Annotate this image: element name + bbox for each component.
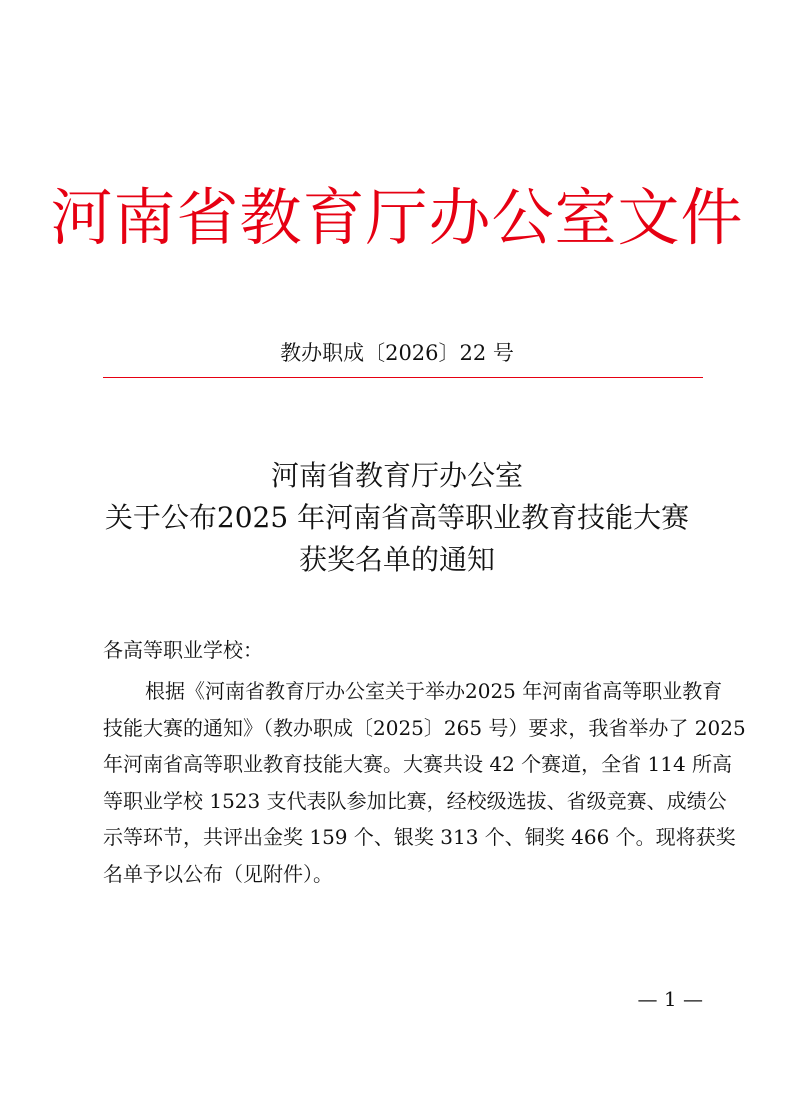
title-line: 获奖名单的通知	[298, 543, 495, 576]
body-line: 年河南省高等职业教育技能大赛。大赛共设 42 个赛道，全省 114 所高	[103, 752, 733, 776]
red-divider-line	[103, 377, 703, 378]
body-line: 根据《河南省教育厅办公室关于举办2025 年河南省高等职业教育	[145, 679, 723, 703]
body-line: 技能大赛的通知》（教办职成〔2025〕265 号）要求，我省举办了 2025	[103, 715, 746, 740]
red-header-title: 河南省教育厅办公室文件	[50, 181, 744, 254]
body-paragraph	[103, 673, 746, 892]
title-line: 河南省教育厅办公室	[270, 459, 523, 492]
salutation: 各高等职业学校：	[103, 638, 263, 662]
document-number: 教办职成〔2026〕22 号	[280, 341, 514, 365]
body-line: 名单予以公布（见附件）。	[103, 861, 333, 886]
page-number: — 1 —	[637, 987, 703, 1011]
document-title	[0, 455, 794, 581]
body-line: 等职业学校 1523 支代表队参加比赛，经校级选拔、省级竞赛、成绩公	[103, 788, 727, 813]
body-line: 示等环节，共评出金奖 159 个、银奖 313 个、铜奖 466 个。现将获奖	[103, 825, 736, 849]
title-line: 关于公布2025 年河南省高等职业教育技能大赛	[104, 501, 690, 534]
